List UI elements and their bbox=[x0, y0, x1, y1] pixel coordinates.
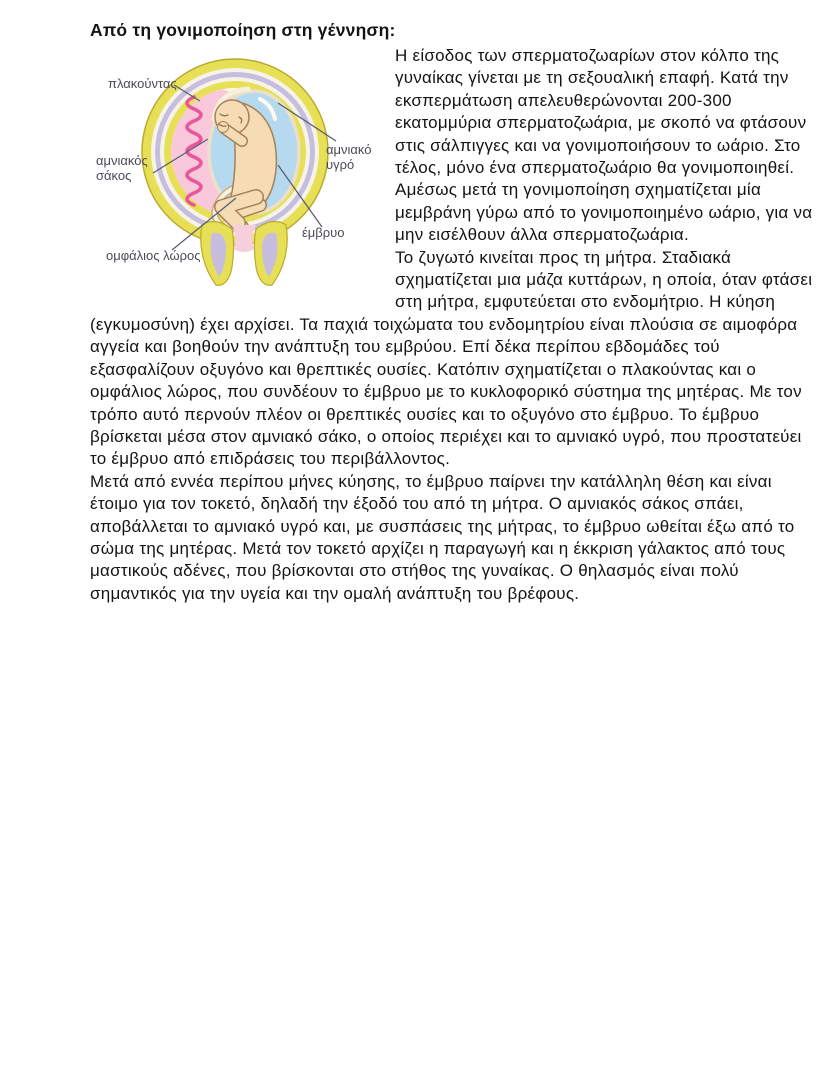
uterus-diagram bbox=[90, 57, 390, 291]
paragraph-fertilization: Η είσοδος των σπερματοζωαρίων στον κόλπο της γυναίκας γίνεται με τη σεξουαλική επαφή. Κατά την εκσπερμάτωση απελευθερώνονται 200-300 εκατομμύρια σπερματοζωάρια, με σκοπό να φτάσουν στις σάλπιγγες και να γονιμοποιήσουν το ωάριο. Στο τέλος, μόνο ένα σπερματοζωάριο θα γονιμοποιηθεί. bbox=[395, 46, 807, 178]
page-title: Από τη γονιμοποίηση στη γέννηση: bbox=[90, 20, 396, 40]
placenta-label: πλακούντας bbox=[108, 76, 177, 91]
amniotic-fluid-label: αμνιακό υγρό bbox=[326, 142, 372, 172]
embryo-label: έμβρυο bbox=[302, 225, 345, 240]
paragraph-membrane: Αμέσως μετά τη γονιμοποίηση σχηματίζεται μία μεμβράνη γύρω από το γονιμοποιημένο ωάριο, για να μην εισέλθουν άλλα σπερματοζωάρια. bbox=[395, 180, 813, 245]
amniotic-sac-label: αμνιακός σάκος bbox=[96, 153, 148, 183]
paragraph-pregnancy: Το ζυγωτό κινείται προς τη μήτρα. Σταδιακά σχηματίζεται μια μάζα κυττάρων, η οποία, όταν φτάσει στη μήτρα, εμφυτεύεται στο ενδομήτριο. Η κύηση (εγκυμοσύνη) έχει αρχίσει. Τα παχιά τοιχώματα του ενδομητρίου είναι πλούσια σε αιμοφόρα αγγεία και βοηθούν την ανάπτυξη του εμβρύου. Επί δέκα περίπου εβδομάδες τού εξασφαλίζουν οξυγόνο και θρεπτικές ουσίες. Κατόπιν σχηματίζεται ο πλακούντας και ο ομφάλιος λώρος, που συνδέουν το έμβρυο με το κυκλοφορικό σύστημα της μητέρας. Με τον τρόπο αυτό περνούν πλέον οι θρεπτικές ουσίες και το οξυγόνο στο έμβρυο. Το έμβρυο βρίσκεται μέσα στον αμνιακό σάκο, ο οποίος περιέχει και το αμνιακό υγρό, που προστατεύει το έμβρυο από επιδράσεις του περιβάλλοντος. bbox=[90, 247, 813, 469]
paragraph-birth: Μετά από εννέα περίπου μήνες κύησης, το έμβρυο παίρνει την κατάλληλη θέση και είναι έτοιμο για τον τοκετό, δηλαδή την έξοδό του από τη μήτρα. Ο αμνιακός σάκος σπάει, αποβάλλεται το αμνιακό υγρό και, με συσπάσεις της μήτρας, το έμβρυο ωθείται έξω από το σώμα της μητέρας. Μετά τον τοκετό αρχίζει η παραγωγή και η έκκριση γάλακτος από τους μαστικούς αδένες, που βρίσκονται στο στήθος της γυναίκας. Ο θηλασμός είναι πολύ σημαντικός για την υγεία και την ομαλή ανάπτυξη του βρέφους. bbox=[90, 471, 795, 603]
umbilical-cord-label: ομφάλιος λώρος bbox=[106, 248, 201, 263]
